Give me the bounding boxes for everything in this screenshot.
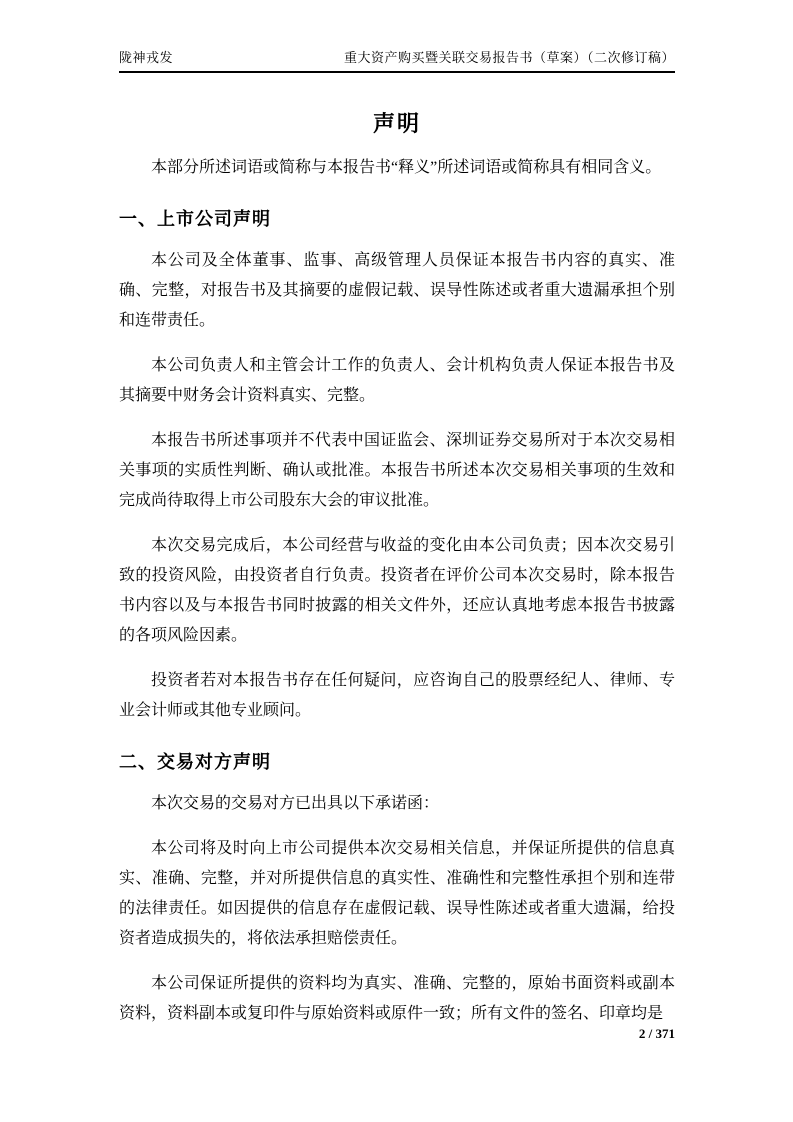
paragraph: 投资者若对本报告书存在任何疑问，应咨询自己的股票经纪人、律师、专业会计师或其他专业顾问。 bbox=[119, 672, 675, 719]
paragraph: 本公司将及时向上市公司提供本次交易相关信息，并保证所提供的信息真实、准确、完整，并对所提供信息的真实性、准确性和完整性承担个别和连带的法律责任。如因提供的信息存在虚假记载、误导性陈述或者重大遗漏，给投资者造成损失的，将依法承担赔偿责任。 bbox=[119, 840, 675, 947]
paragraph: 本公司负责人和主管会计工作的负责人、会计机构负责人保证本报告书及其摘要中财务会计资料真实、完整。 bbox=[119, 357, 675, 404]
paragraph: 本次交易完成后，本公司经营与收益的变化由本公司负责；因本次交易引致的投资风险，由投资者自行负责。投资者在评价公司本次交易时，除本报告书内容以及与本报告书同时披露的相关文件外，还应认真地考虑本报告书披露的各项风险因素。 bbox=[119, 537, 675, 644]
paragraph: 本报告书所述事项并不代表中国证监会、深圳证券交易所对于本次交易相关事项的实质性判断、确认或批准。本报告书所述本次交易相关事项的生效和完成尚待取得上市公司股东大会的审议批准。 bbox=[119, 432, 675, 509]
page-header bbox=[119, 50, 675, 73]
paragraph: 本公司保证所提供的资料均为真实、准确、完整的，原始书面资料或副本资料，资料副本或复印件与原始资料或原件一致；所有文件的签名、印章均是 bbox=[119, 975, 675, 1022]
intro-paragraph: 本部分所述词语或简称与本报告书“释义”所述词语或简称具有相同含义。 bbox=[151, 159, 662, 176]
page-footer bbox=[639, 1026, 675, 1042]
header-report-title: 重大资产购买暨关联交易报告书（草案）（二次修订稿） bbox=[343, 50, 675, 65]
paragraph: 本次交易的交易对方已出具以下承诺函： bbox=[151, 795, 440, 812]
paragraph: 本公司及全体董事、监事、高级管理人员保证本报告书内容的真实、准确、完整，对报告书及其摘要的虚假记载、误导性陈述或者重大遗漏承担个别和连带责任。 bbox=[119, 252, 675, 329]
page-title: 声明 bbox=[372, 111, 421, 136]
section-heading-listed-company: 一、上市公司声明 bbox=[119, 209, 271, 229]
header-company-name: 陇神戎发 bbox=[119, 50, 174, 65]
section-heading-counterparty: 二、交易对方声明 bbox=[119, 752, 271, 772]
page-number: 2 / 371 bbox=[638, 1026, 675, 1041]
